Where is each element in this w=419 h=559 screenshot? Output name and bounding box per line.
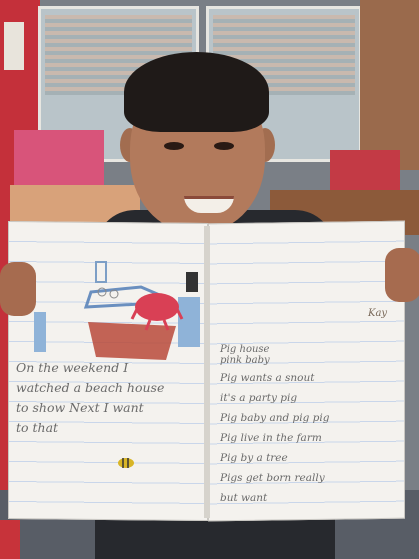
handwritten-line: watched a beach house <box>16 380 165 395</box>
right-page-text <box>220 368 405 508</box>
left-page-text <box>16 358 201 438</box>
handwritten-line: Pig live in the farm <box>220 432 322 444</box>
handwritten-line: On the weekend I <box>16 360 129 375</box>
storage-box <box>14 130 104 190</box>
caption-title-line: Pig house <box>220 344 270 355</box>
wall-poster <box>4 22 24 70</box>
bee-sticker-icon <box>117 457 135 469</box>
boy-left-hand <box>0 262 36 316</box>
handwritten-line: to that <box>16 420 59 435</box>
handwritten-line: Pig by a tree <box>220 452 288 464</box>
handwritten-line: Pig wants a snout <box>220 372 315 384</box>
boy-eye <box>164 142 184 150</box>
handwritten-line: but want <box>220 492 268 504</box>
handwritten-line: to show Next I want <box>16 400 144 415</box>
handwritten-line: it's a party pig <box>220 392 298 404</box>
caption-subtitle-line: pink baby <box>220 355 270 366</box>
handwritten-line: Pigs get born really <box>220 472 325 484</box>
handwritten-line: Pig baby and pig pig <box>220 412 330 424</box>
red-chair <box>0 520 20 559</box>
boy-eye <box>214 142 234 150</box>
caption-title <box>220 344 270 366</box>
boy-right-hand <box>385 248 419 302</box>
boy-hair <box>124 52 269 132</box>
side-note: Kay <box>368 308 388 319</box>
brick-column <box>360 0 419 170</box>
notebook <box>8 222 403 522</box>
storage-bin <box>330 150 400 190</box>
